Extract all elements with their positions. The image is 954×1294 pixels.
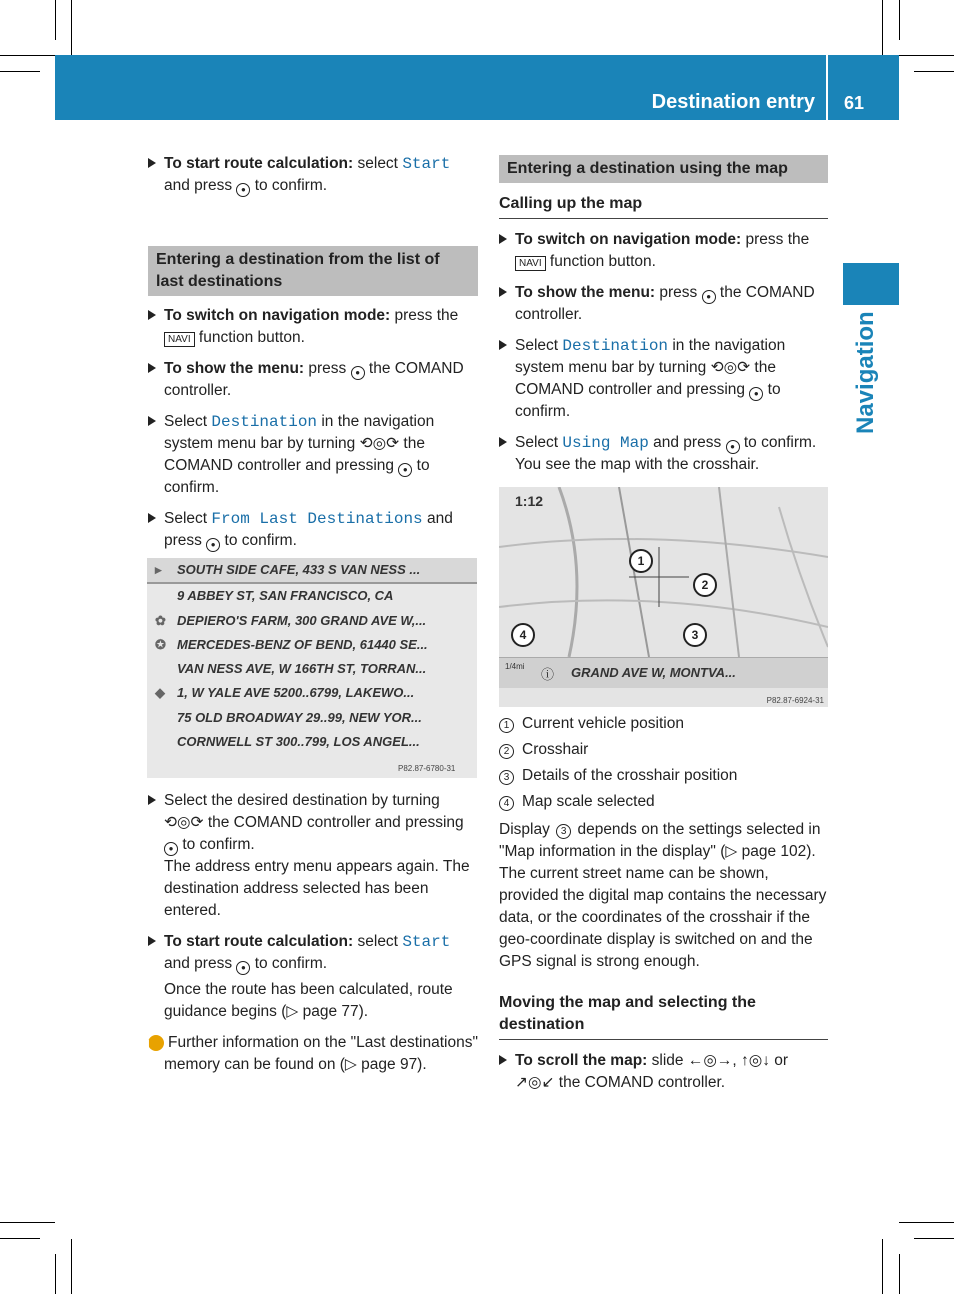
info-text: Further information on the "Last destinations" memory can be found on (▷ page 97). bbox=[164, 1034, 478, 1073]
menu-item-link: Start bbox=[402, 155, 451, 173]
number-circle-icon: 4 bbox=[499, 796, 514, 811]
step-text: press bbox=[308, 360, 347, 377]
step bbox=[148, 790, 478, 922]
list-item bbox=[147, 706, 477, 730]
crop-mark bbox=[55, 0, 56, 40]
list-item-label: MERCEDES-BENZ OF BEND, 61440 SE... bbox=[177, 636, 428, 652]
subsection-title: Calling up the map bbox=[499, 193, 828, 219]
triangle-bullet-icon bbox=[148, 936, 156, 946]
menu-item-link: Using Map bbox=[562, 434, 649, 452]
step-text: in the navigation system menu bar by turning bbox=[515, 337, 786, 376]
paragraph-text: depends on the settings selected in "Map information in the display" (▷ page 102). The current street name can be shown, provided the digital map contains the necessary data, or the coordinates of the crosshair if the geo-coordinate display is switched on and the GPS signal is strong enough. bbox=[499, 821, 827, 970]
step bbox=[148, 358, 478, 402]
step-bold: To show the menu: bbox=[515, 284, 656, 301]
triangle-bullet-icon bbox=[148, 416, 156, 426]
step-text: press the bbox=[745, 231, 810, 248]
menu-item-link: From Last Destinations bbox=[211, 510, 423, 528]
list-item-label: 9 ABBEY ST, SAN FRANCISCO, CA bbox=[177, 588, 394, 604]
step-paragraph: Once the route has been calculated, route guidance begins (▷ page 77). bbox=[164, 981, 453, 1020]
left-column bbox=[148, 153, 478, 561]
navi-button-icon: NAVI bbox=[515, 256, 546, 271]
press-controller-icon: ● bbox=[398, 463, 412, 477]
legend-text: Current vehicle position bbox=[522, 715, 684, 732]
list-item-label: 75 OLD BROADWAY 29..99, NEW YOR... bbox=[177, 709, 422, 725]
step-bold: To start route calculation: bbox=[164, 933, 354, 950]
header-title: Destination entry bbox=[651, 91, 815, 113]
press-controller-icon: ● bbox=[164, 842, 178, 856]
step-text: select bbox=[357, 933, 398, 950]
step-bold: To start route calculation: bbox=[164, 155, 354, 172]
list-item bbox=[147, 730, 477, 754]
street-name: GRAND AVE W, MONTVA... bbox=[571, 665, 736, 680]
marker-1-icon: 1 bbox=[629, 549, 653, 573]
triangle-bullet-icon bbox=[499, 234, 507, 244]
legend-item bbox=[499, 791, 828, 813]
triangle-bullet-icon bbox=[148, 513, 156, 523]
header-separator bbox=[826, 55, 828, 120]
info-icon: i bbox=[148, 1035, 164, 1051]
list-item-label: DEPIERO'S FARM, 300 GRAND AVE W,... bbox=[177, 612, 427, 628]
side-tab bbox=[843, 263, 899, 305]
crop-mark bbox=[0, 1222, 55, 1223]
crop-mark bbox=[0, 55, 55, 56]
list-item-label: CORNWELL ST 300..799, LOS ANGEL... bbox=[177, 734, 420, 750]
marker-3-icon: 3 bbox=[683, 623, 707, 647]
crop-mark bbox=[914, 1238, 954, 1239]
triangle-bullet-icon bbox=[499, 287, 507, 297]
turn-controller-icon: ⟲◎⟳ bbox=[164, 814, 204, 831]
crop-mark bbox=[71, 1239, 72, 1294]
step-text: select bbox=[357, 155, 398, 172]
crop-mark bbox=[914, 71, 954, 72]
step bbox=[499, 432, 828, 476]
step-text: and press bbox=[164, 510, 453, 549]
menu-item-link: Destination bbox=[562, 337, 669, 355]
map-status-bar bbox=[499, 657, 828, 688]
triangle-bullet-icon bbox=[148, 363, 156, 373]
press-controller-icon: ● bbox=[726, 440, 740, 454]
step-text: and press bbox=[653, 434, 722, 451]
step bbox=[148, 508, 478, 552]
press-controller-icon: ● bbox=[236, 961, 250, 975]
image-caption: P82.87-6780-31 bbox=[398, 764, 456, 773]
menu-item-link: Destination bbox=[211, 413, 318, 431]
step-paragraph: The address entry menu appears again. The destination address selected has been entered. bbox=[164, 858, 470, 919]
press-controller-icon: ● bbox=[749, 387, 763, 401]
step-text: to confirm. bbox=[254, 955, 328, 972]
triangle-bullet-icon bbox=[499, 340, 507, 350]
diamond-icon: ◆ bbox=[155, 685, 165, 701]
step-text: to confirm. bbox=[224, 532, 297, 549]
step-text: Select bbox=[164, 413, 208, 430]
crop-mark bbox=[0, 1238, 40, 1239]
step-text: function button. bbox=[198, 329, 305, 346]
page-number: 61 bbox=[844, 93, 865, 113]
step bbox=[148, 411, 478, 499]
step-text: the COMAND controller and pressing bbox=[515, 359, 776, 398]
flag-icon: ▸ bbox=[155, 562, 162, 577]
legend-item bbox=[499, 739, 828, 761]
step-text: Select bbox=[515, 337, 559, 354]
list-item bbox=[147, 584, 477, 608]
triangle-bullet-icon bbox=[148, 795, 156, 805]
crop-mark bbox=[0, 71, 40, 72]
step-text: to confirm. bbox=[182, 836, 255, 853]
step-bold: To scroll the map: bbox=[515, 1052, 648, 1069]
marker-4-icon: 4 bbox=[511, 623, 535, 647]
number-circle-icon: 2 bbox=[499, 744, 514, 759]
list-item bbox=[147, 657, 477, 681]
display-paragraph bbox=[499, 819, 828, 973]
crop-mark bbox=[882, 0, 883, 55]
list-item-label: 1, W YALE AVE 5200..6799, LAKEWO... bbox=[177, 685, 415, 701]
list-item bbox=[147, 681, 477, 705]
triangle-bullet-icon bbox=[499, 1055, 507, 1065]
crop-mark bbox=[899, 55, 954, 56]
step-bold: To show the menu: bbox=[164, 360, 305, 377]
mercedes-star-icon: ✪ bbox=[155, 636, 166, 652]
press-controller-icon: ● bbox=[351, 366, 365, 380]
list-item-label: VAN NESS AVE, W 166TH ST, TORRAN... bbox=[177, 661, 427, 677]
step-text: Select the desired destination by turning bbox=[164, 792, 440, 809]
step-text: in the navigation system menu bar by turning bbox=[164, 413, 435, 452]
list-item bbox=[147, 609, 477, 633]
step bbox=[499, 282, 828, 326]
list-item bbox=[147, 633, 477, 657]
map-scale: 1/4mi bbox=[505, 662, 525, 671]
crop-mark bbox=[899, 0, 900, 40]
step-text: to confirm. bbox=[515, 381, 781, 420]
clock-display: 1:12 bbox=[515, 493, 544, 509]
triangle-bullet-icon bbox=[148, 158, 156, 168]
page-header bbox=[55, 55, 899, 120]
step-text: function button. bbox=[549, 253, 656, 270]
step-bold: To switch on navigation mode: bbox=[164, 307, 391, 324]
step-text: and press bbox=[164, 177, 233, 194]
crop-mark bbox=[899, 1222, 954, 1223]
list-item-label: SOUTH SIDE CAFE, 433 S VAN NESS ... bbox=[177, 562, 421, 577]
last-destinations-screenshot bbox=[147, 558, 477, 778]
step bbox=[499, 335, 828, 423]
press-controller-icon: ● bbox=[702, 290, 716, 304]
step-text: Select bbox=[164, 510, 208, 527]
turn-controller-icon: ⟲◎⟳ bbox=[710, 359, 751, 376]
step-text: to confirm. bbox=[164, 457, 430, 496]
number-circle-icon: 3 bbox=[499, 770, 514, 785]
step-bold: To switch on navigation mode: bbox=[515, 231, 742, 248]
step-text: to confirm. bbox=[254, 177, 328, 194]
legend-text: Map scale selected bbox=[522, 793, 655, 810]
crop-mark bbox=[882, 1239, 883, 1294]
list-item bbox=[147, 558, 477, 584]
map-screenshot bbox=[499, 487, 828, 707]
step-text: press the bbox=[394, 307, 459, 324]
press-controller-icon: ● bbox=[206, 538, 220, 552]
crop-mark bbox=[71, 0, 72, 55]
number-circle-icon: 1 bbox=[499, 718, 514, 733]
step-text: the COMAND controller. bbox=[164, 360, 464, 399]
info-circle-icon: ⓘ bbox=[541, 667, 555, 682]
section-title: Entering a destination using the map bbox=[499, 155, 828, 183]
left-column-lower bbox=[148, 790, 478, 1085]
step bbox=[499, 229, 828, 273]
step bbox=[148, 931, 478, 1023]
legend-text: Crosshair bbox=[522, 741, 589, 758]
paragraph-text: Display bbox=[499, 821, 550, 838]
step-text: the COMAND controller and pressing bbox=[164, 435, 425, 474]
menu-item-link: Start bbox=[402, 933, 451, 951]
step-text: the COMAND controller. bbox=[515, 284, 815, 323]
subsection-title: Moving the map and selecting the destination bbox=[499, 992, 828, 1040]
step-text: to confirm. You see the map with the crosshair. bbox=[515, 434, 817, 473]
side-label: Navigation bbox=[852, 311, 879, 434]
crop-mark bbox=[55, 1254, 56, 1294]
step-text: the COMAND controller and pressing bbox=[207, 814, 464, 831]
turn-controller-icon: ⟲◎⟳ bbox=[359, 435, 400, 452]
step-text: press bbox=[659, 284, 698, 301]
triangle-bullet-icon bbox=[499, 437, 507, 447]
step-text: Select bbox=[515, 434, 559, 451]
step-text: and press bbox=[164, 955, 233, 972]
image-caption: P82.87-6924-31 bbox=[766, 696, 824, 705]
step bbox=[499, 1050, 828, 1094]
legend-item bbox=[499, 765, 828, 787]
triangle-bullet-icon bbox=[148, 310, 156, 320]
navi-button-icon: NAVI bbox=[164, 332, 195, 347]
step-text: slide ←◎→, ↑◎↓ or ↗◎↙ the COMAND controller. bbox=[515, 1052, 789, 1091]
press-controller-icon: ● bbox=[236, 183, 250, 197]
legend-text: Details of the crosshair position bbox=[522, 767, 738, 784]
number-circle-icon: 3 bbox=[556, 824, 571, 839]
info-note bbox=[148, 1032, 478, 1076]
marker-2-icon: 2 bbox=[693, 573, 717, 597]
poi-icon: ✿ bbox=[155, 612, 166, 628]
right-column bbox=[499, 155, 828, 485]
section-title: Entering a destination from the list of last destinations bbox=[148, 246, 478, 296]
crop-mark bbox=[899, 1254, 900, 1294]
legend-item bbox=[499, 713, 828, 735]
step bbox=[148, 305, 478, 349]
step bbox=[148, 153, 478, 197]
right-column-lower bbox=[499, 713, 828, 1103]
